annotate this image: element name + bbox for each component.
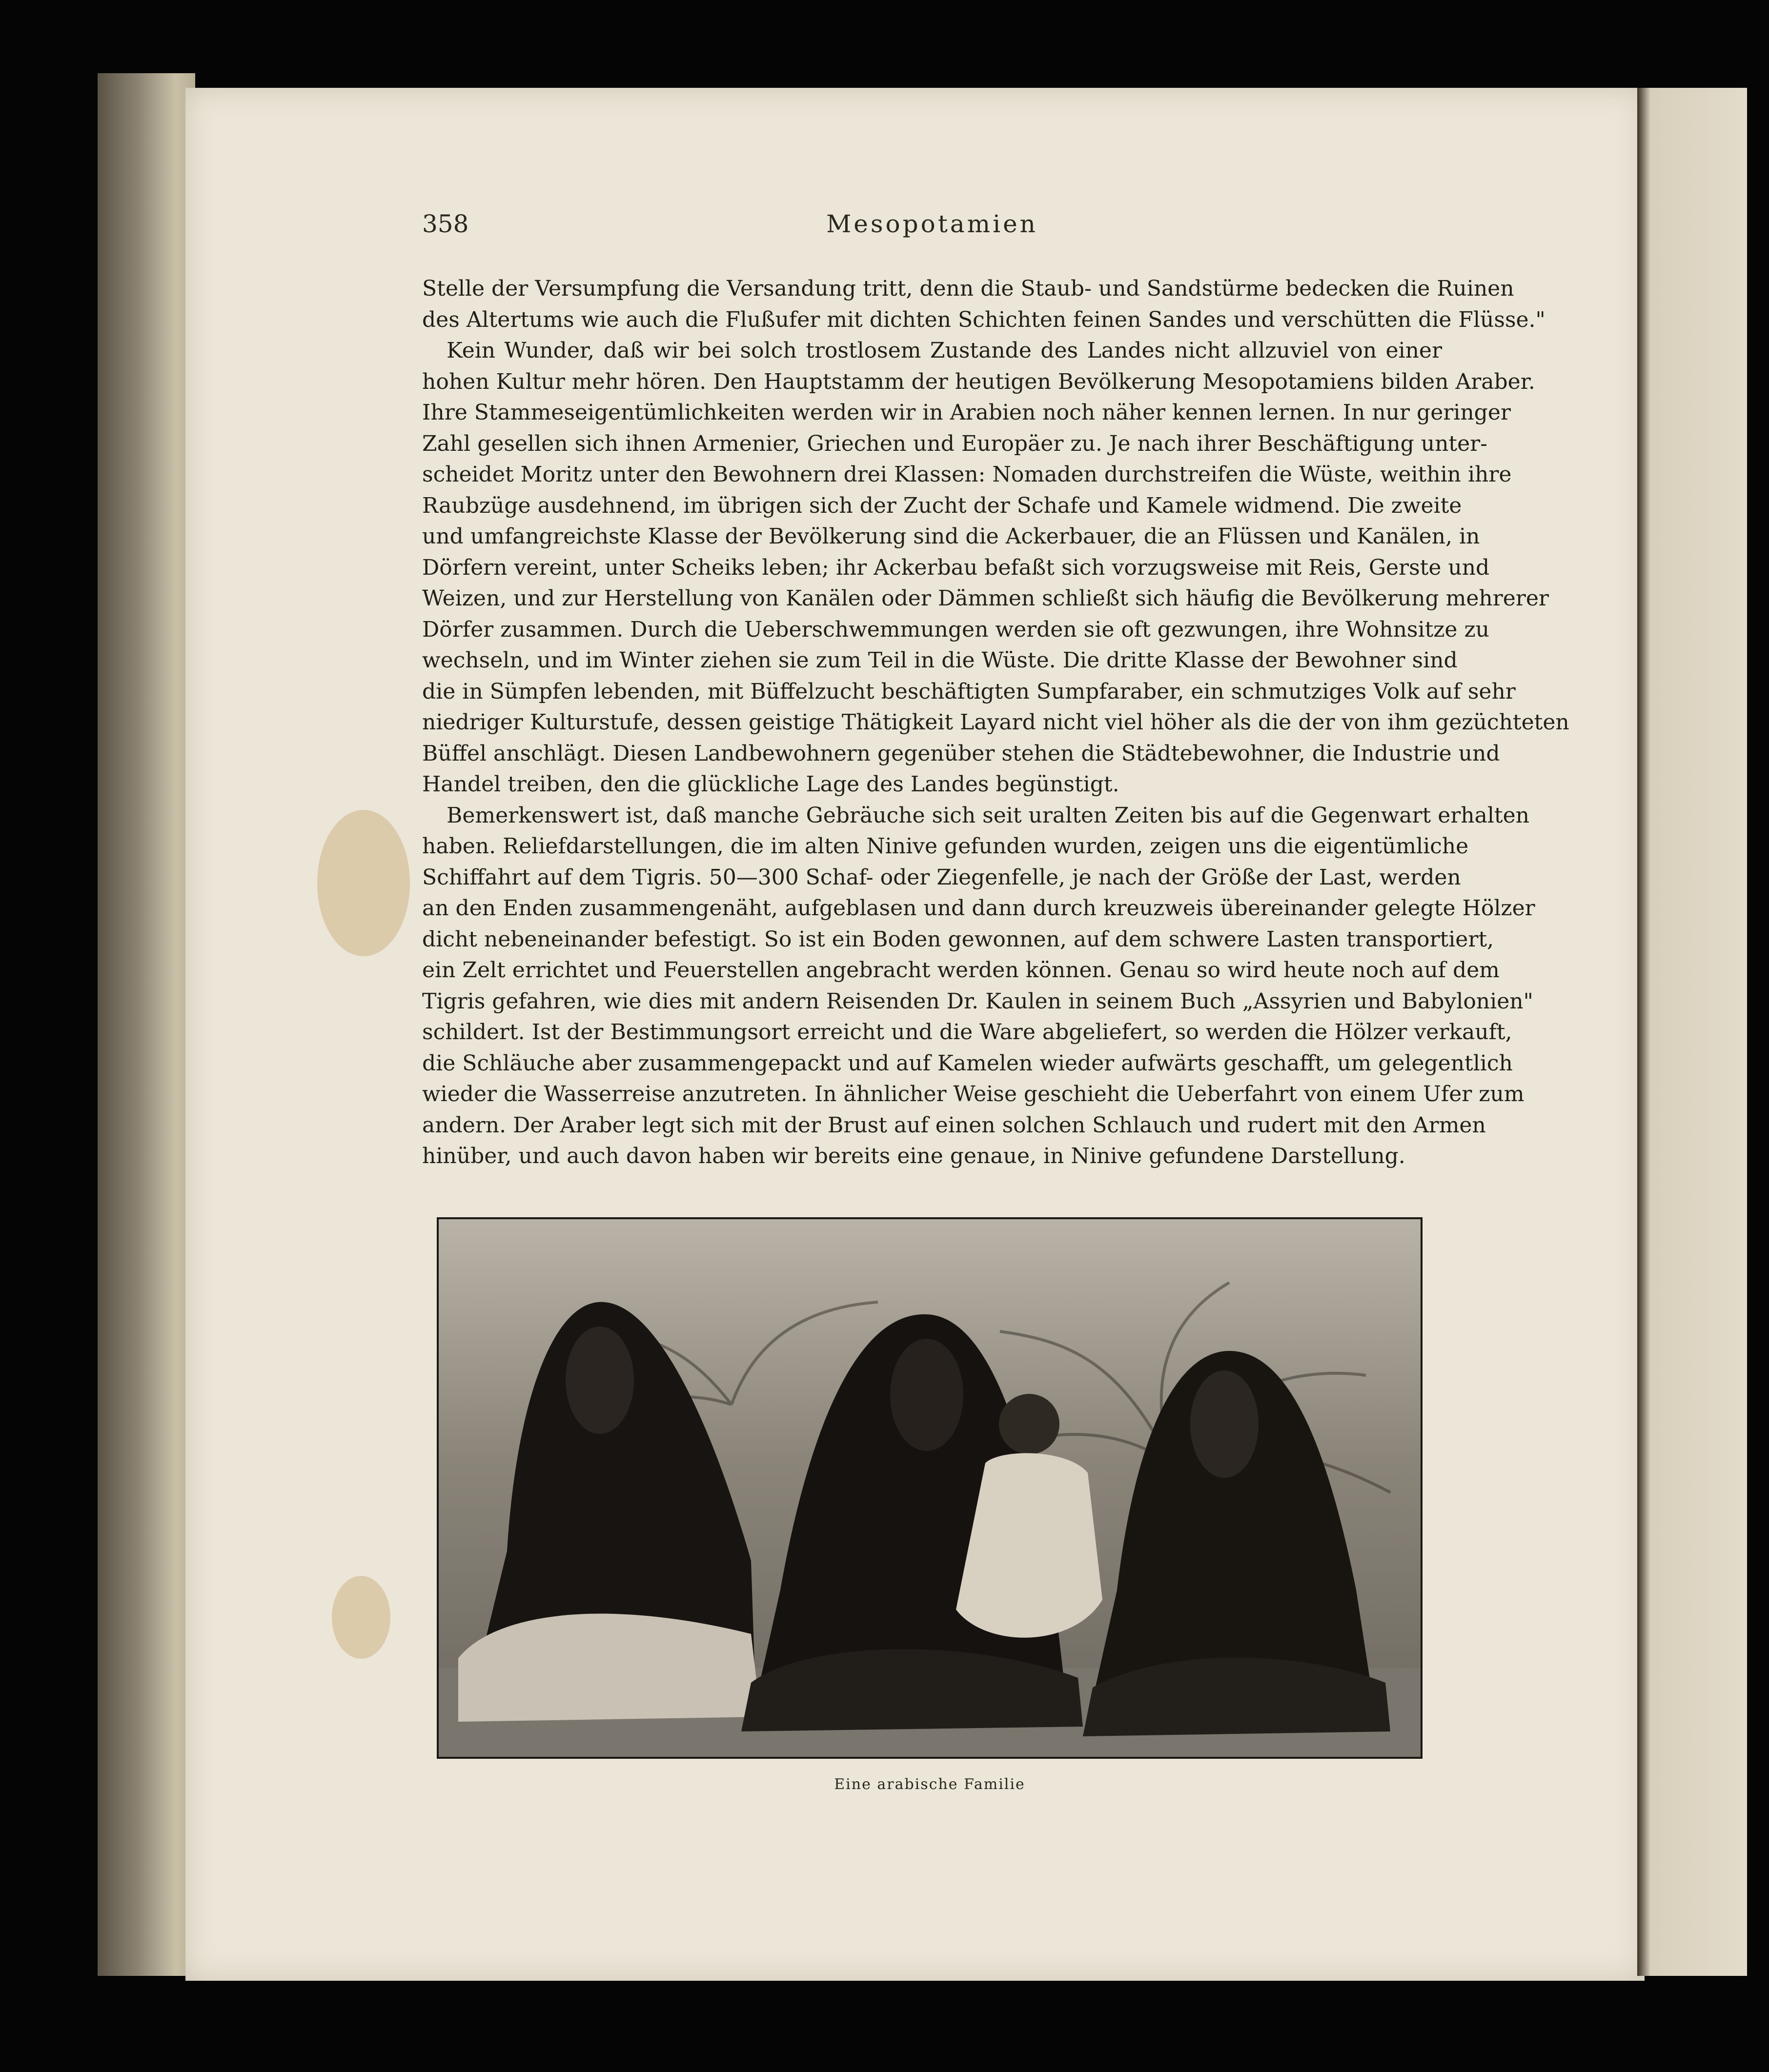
text-line: wechseln, und im Winter ziehen sie zum Teil in die Wüste. Die dritte Klasse der Bewohner sind — [422, 648, 1458, 673]
page-number: 358 — [422, 210, 469, 238]
text-line: Weizen, und zur Herstellung von Kanälen oder Dämmen schließt sich häufig die Bevölkerung mehrerer — [422, 586, 1549, 611]
left-woman-figure — [458, 1302, 761, 1722]
running-title: Mesopotamien — [826, 210, 1038, 238]
text-line: Büffel anschlägt. Diesen Landbewohnern gegenüber stehen die Städtebewohner, die Industrie und — [422, 741, 1500, 766]
text-line: andern. Der Araber legt sich mit der Brust auf einen solchen Schlauch und rudert mit den Armen — [422, 1112, 1486, 1138]
text-line: dicht nebeneinander befestigt. So ist ein Boden gewonnen, auf dem schwere Lasten transportiert, — [422, 926, 1494, 952]
book-edge — [98, 73, 195, 1976]
photo-illustration — [439, 1219, 1421, 1757]
text-line: Tigris gefahren, wie dies mit andern Reisenden Dr. Kaulen in seinem Buch „Assyrien und Babylonien" — [422, 988, 1533, 1014]
figure-photograph — [437, 1217, 1423, 1759]
running-head — [422, 210, 1442, 239]
text-line: Schiffahrt auf dem Tigris. 50—300 Schaf- oder Ziegenfelle, je nach der Größe der Last, werden — [422, 865, 1461, 890]
text-line: Bemerkenswert ist, daß manche Gebräuche sich seit uralten Zeiten bis auf die Gegenwart erhalten — [447, 803, 1529, 828]
text-line: des Altertums wie auch die Flußufer mit dichten Schichten feinen Sandes und verschütten die Flüsse." — [422, 307, 1545, 332]
text-line: Handel treiben, den die glückliche Lage des Landes begünstigt. — [422, 772, 1119, 797]
figure-caption: Eine arabische Familie — [834, 1776, 1025, 1793]
text-line: wieder die Wasserreise anzutreten. In ähnlicher Weise geschieht die Ueberfahrt von einem Ufer zum — [422, 1082, 1525, 1106]
paper-stain — [317, 810, 410, 956]
right-woman-figure — [1083, 1351, 1390, 1736]
text-line: Zahl gesellen sich ihnen Armenier, Griechen und Europäer zu. Je nach ihrer Beschäftigung unter- — [422, 431, 1488, 456]
text-line: Raubzüge ausdehnend, im übrigen sich der Zucht der Schafe und Kamele widmend. Die zweite — [422, 493, 1462, 518]
text-line: niedriger Kulturstufe, dessen geistige Thätigkeit Layard nicht viel höher als die der von ihm gezüchteten — [422, 710, 1569, 735]
text-line: die in Sümpfen lebenden, mit Büffelzucht beschäftigten Sumpfaraber, ein schmutziges Volk auf sehr — [422, 679, 1516, 704]
text-line: Dörfer zusammen. Durch die Ueberschwemmungen werden sie oft gezwungen, ihre Wohnsitze zu — [422, 617, 1489, 642]
text-line: Stelle der Versumpfung die Versandung tritt, denn die Staub- und Sandstürme bedecken die Ruinen — [422, 276, 1514, 301]
text-line: scheidet Moritz unter den Bewohnern drei Klassen: Nomaden durchstreifen die Wüste, weithin ihre — [422, 462, 1512, 487]
text-line: haben. Reliefdarstellungen, die im alten Ninive gefunden wurden, zeigen uns die eigentümliche — [422, 834, 1469, 859]
text-line: und umfangreichste Klasse der Bevölkerung sind die Ackerbauer, die an Flüssen und Kanälen, in — [422, 524, 1480, 549]
text-line: Dörfern vereint, unter Scheiks leben; ihr Ackerbau befaßt sich vorzugsweise mit Reis, Gerste und — [422, 555, 1490, 580]
text-line: die Schläuche aber zusammengepackt und auf Kamelen wieder aufwärts geschafft, um gelegentlich — [422, 1050, 1513, 1076]
next-page-edge — [1637, 88, 1747, 1976]
text-line: ein Zelt errichtet und Feuerstellen angebracht werden können. Genau so wird heute noch auf dem — [422, 958, 1500, 983]
text-line: hinüber, und auch davon haben wir bereits eine genaue, in Ninive gefundene Darstellung. — [422, 1144, 1405, 1168]
text-line: hohen Kultur mehr hören. Den Hauptstamm der heutigen Bevölkerung Mesopotamiens bilden Araber. — [422, 369, 1535, 394]
body-text — [422, 273, 1569, 1172]
text-line: Kein Wunder, daß wir bei solch trostlosem Zustande des Landes nicht allzuviel von einer — [447, 338, 1442, 363]
paper-stain — [332, 1576, 390, 1659]
text-line: Ihre Stammeseigentümlichkeiten werden wir in Arabien noch näher kennen lernen. In nur geringer — [422, 400, 1511, 425]
text-line: an den Enden zusammengenäht, aufgeblasen und dann durch kreuzweis übereinander gelegte Hölzer — [422, 896, 1535, 921]
text-line: schildert. Ist der Bestimmungsort erreicht und die Ware abgeliefert, so werden die Hölzer verkauft, — [422, 1020, 1512, 1045]
